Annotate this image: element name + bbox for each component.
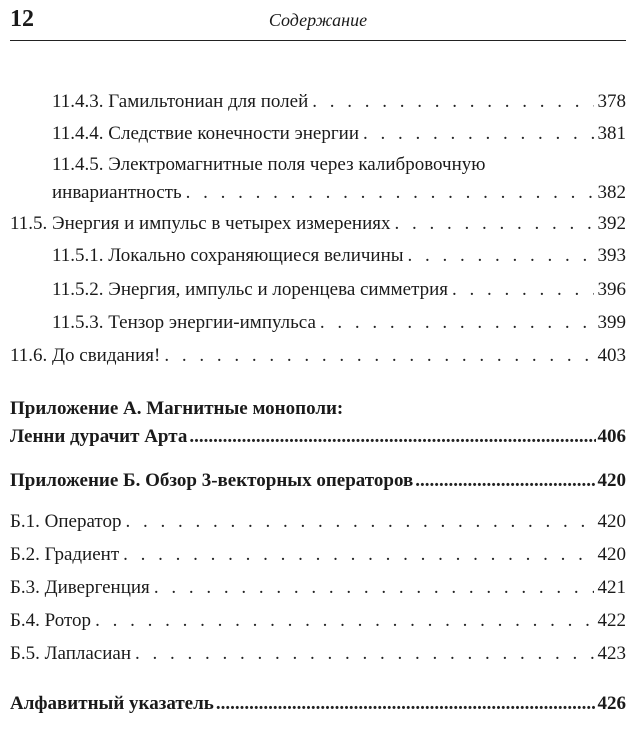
page-number: 12 <box>10 6 34 32</box>
toc-entry-label: Б.2. Градиент <box>10 544 120 565</box>
dot-leader <box>154 574 594 602</box>
toc-entry-page: 426 <box>597 693 626 714</box>
toc-entry[interactable] <box>10 541 626 569</box>
running-title: Содержание <box>268 10 368 30</box>
toc-appendix-entry[interactable] <box>10 467 626 495</box>
dot-leader <box>95 607 593 635</box>
toc-entry-page: 406 <box>597 426 626 447</box>
toc-entry-page: 420 <box>597 511 626 532</box>
toc-entry-label: 11.5. Энергия и импульс в четырех измерениях <box>10 213 391 234</box>
toc-entry-page: 392 <box>597 213 626 234</box>
toc-entry-label: Б.5. Лапласиан <box>10 643 132 664</box>
toc-entry-label: Б.4. Ротор <box>10 610 92 631</box>
toc-entry-page: 420 <box>597 544 626 565</box>
toc-entry[interactable] <box>10 574 626 602</box>
toc-entry-label: Приложение Б. Обзор 3-векторных операторов <box>10 470 414 491</box>
toc-entry[interactable] <box>10 508 626 536</box>
toc-entry-label: 11.5.2. Энергия, импульс и лоренцева симметрия <box>52 279 449 300</box>
toc-entry-label: 11.4.3. Гамильтониан для полей <box>52 91 309 112</box>
toc-entry[interactable] <box>10 210 626 238</box>
dot-leader <box>320 309 594 337</box>
dot-leader <box>408 242 594 270</box>
dot-leader <box>186 179 594 207</box>
dot-leader <box>363 120 594 148</box>
dot-leader <box>452 276 593 304</box>
page-header <box>10 0 626 41</box>
toc-entry[interactable] <box>52 151 626 207</box>
toc-appendix-entry[interactable] <box>10 395 626 451</box>
toc-entry[interactable] <box>52 242 626 270</box>
toc-entry-label-line2: Ленни дурачит Арта <box>10 426 188 447</box>
toc-entry-page: 423 <box>597 643 626 664</box>
dot-leader <box>189 423 595 451</box>
dot-leader <box>415 467 595 495</box>
toc-entry-page: 378 <box>597 91 626 112</box>
dot-leader <box>135 640 593 668</box>
toc-entry-page: 396 <box>597 279 626 300</box>
toc-entry[interactable] <box>52 276 626 304</box>
toc-entry-page: 421 <box>597 577 626 598</box>
toc-entry-label-line2: инвариантность <box>52 182 182 203</box>
toc-entry-label-line1: 11.4.5. Электромагнитные поля через калибровочную <box>52 154 486 175</box>
dot-leader <box>216 690 596 718</box>
toc-entry-label: Б.3. Дивергенция <box>10 577 150 598</box>
toc-entry-label-line1: Приложение А. Магнитные монополи: <box>10 398 344 419</box>
toc-entry-label: 11.6. До свидания! <box>10 345 161 366</box>
toc-entry[interactable] <box>52 120 626 148</box>
toc-entry-label: Алфавитный указатель <box>10 693 214 714</box>
toc-entry-label: 11.5.1. Локально сохраняющиеся величины <box>52 245 404 266</box>
dot-leader <box>395 210 594 238</box>
toc-entry[interactable] <box>10 342 626 370</box>
toc-entry-label: Б.1. Оператор <box>10 511 122 532</box>
toc-entry[interactable] <box>52 88 626 116</box>
toc-entry[interactable] <box>10 607 626 635</box>
toc-entry-label: 11.4.4. Следствие конечности энергии <box>52 123 359 144</box>
toc-entry-page: 382 <box>597 182 626 203</box>
toc-index-entry[interactable] <box>10 690 626 718</box>
dot-leader <box>123 541 593 569</box>
toc-entry-page: 399 <box>597 312 626 333</box>
toc-entry-page: 393 <box>597 245 626 266</box>
toc-entry-page: 403 <box>597 345 626 366</box>
dot-leader <box>164 342 593 370</box>
dot-leader <box>312 88 593 116</box>
toc-entry[interactable] <box>52 309 626 337</box>
dot-leader <box>125 508 593 536</box>
toc-entry[interactable] <box>10 640 626 668</box>
toc-entry-page: 420 <box>597 470 626 491</box>
toc-entry-page: 422 <box>597 610 626 631</box>
toc-entry-page: 381 <box>597 123 626 144</box>
toc-entry-label: 11.5.3. Тензор энергии-импульса <box>52 312 316 333</box>
